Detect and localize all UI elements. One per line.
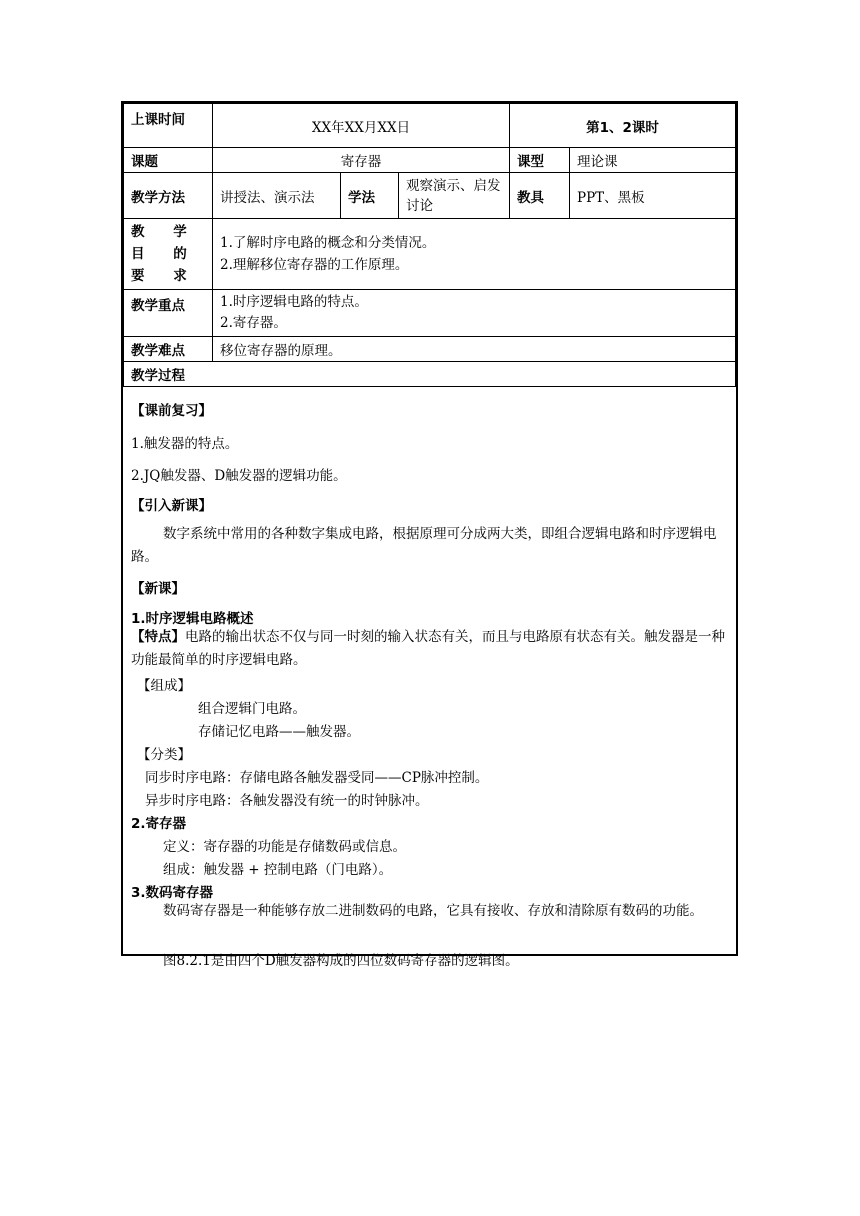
topic-value: 寄存器 (213, 148, 510, 173)
goals-list (213, 219, 736, 290)
figure-reference: 图8.2.1是由四个D触发器构成的四位数码寄存器的逻辑图。 (163, 953, 519, 969)
lesson-plan-sheet (121, 101, 738, 969)
teaching-method-label: 教学方法 (124, 173, 213, 219)
feature-text: 电路的输出状态不仅与同一时刻的输入状态有关，而且与电路原有状态有关。触发器是一种功能最简单的时序逻辑电路。 (131, 629, 725, 668)
intro-title: 【引入新课】 (131, 498, 212, 514)
goal-item: 2.理解移位寄存器的工作原理。 (220, 257, 409, 273)
lesson-type-label: 课型 (510, 148, 570, 173)
section-3-title: 3.数码寄存器 (131, 885, 214, 901)
new-lesson-title: 【新课】 (131, 581, 185, 597)
section-1-title: 1.时序逻辑电路概述 (131, 611, 254, 627)
composition-item: 组合逻辑门电路。 (198, 701, 306, 717)
teaching-tools-value: PPT、黑板 (570, 173, 736, 219)
key-point-item: 2.寄存器。 (220, 315, 287, 331)
lesson-type-value: 理论课 (570, 148, 736, 173)
topic-label: 课题 (124, 148, 213, 173)
key-points-list (213, 290, 736, 337)
class-period: 第1、2课时 (510, 104, 736, 148)
review-item: 1.触发器的特点。 (131, 436, 239, 452)
review-title: 【课前复习】 (131, 403, 212, 419)
study-method-label: 学法 (341, 173, 399, 219)
feature-paragraph (131, 626, 729, 672)
section-2-title: 2.寄存器 (131, 816, 187, 832)
classification-title: 【分类】 (137, 747, 191, 763)
teaching-tools-label: 教具 (510, 173, 570, 219)
review-item: 2.JQ触发器、D触发器的逻辑功能。 (131, 468, 347, 484)
classification-item: 异步时序电路：各触发器没有统一的时钟脉冲。 (145, 793, 429, 809)
data-register-paragraph: 数码寄存器是一种能够存放二进制数码的电路，它具有接收、存放和清除原有数码的功能。 (163, 903, 703, 919)
key-points-label: 教学重点 (124, 290, 213, 337)
intro-paragraph: 数字系统中常用的各种数字集成电路，根据原理可分成两大类，即组合逻辑电路和时序逻辑电路。 (131, 526, 717, 565)
class-time-label: 上课时间 (124, 104, 213, 148)
register-composition: 组成：触发器 + 控制电路（门电路）。 (163, 862, 393, 878)
lesson-header-table (123, 103, 736, 387)
goals-label: 教 学 目 的 要 求 (124, 219, 213, 290)
register-definition: 定义：寄存器的功能是存储数码或信息。 (163, 839, 406, 855)
study-method-value: 观察演示、启发讨论 (399, 173, 510, 219)
composition-item: 存储记忆电路——触发器。 (198, 724, 360, 740)
process-label: 教学过程 (124, 362, 736, 387)
difficulty-label: 教学难点 (124, 337, 213, 362)
teaching-method-value: 讲授法、演示法 (213, 173, 341, 219)
feature-tag: 【特点】 (131, 629, 185, 645)
key-point-item: 1.时序逻辑电路的特点。 (220, 294, 368, 310)
classification-item: 同步时序电路：存储电路各触发器受同——CP脉冲控制。 (145, 770, 489, 786)
goal-item: 1.了解时序电路的概念和分类情况。 (220, 235, 436, 251)
class-date: XX年XX月XX日 (213, 104, 510, 148)
composition-title: 【组成】 (137, 678, 191, 694)
difficulty-value: 移位寄存器的原理。 (213, 337, 736, 362)
